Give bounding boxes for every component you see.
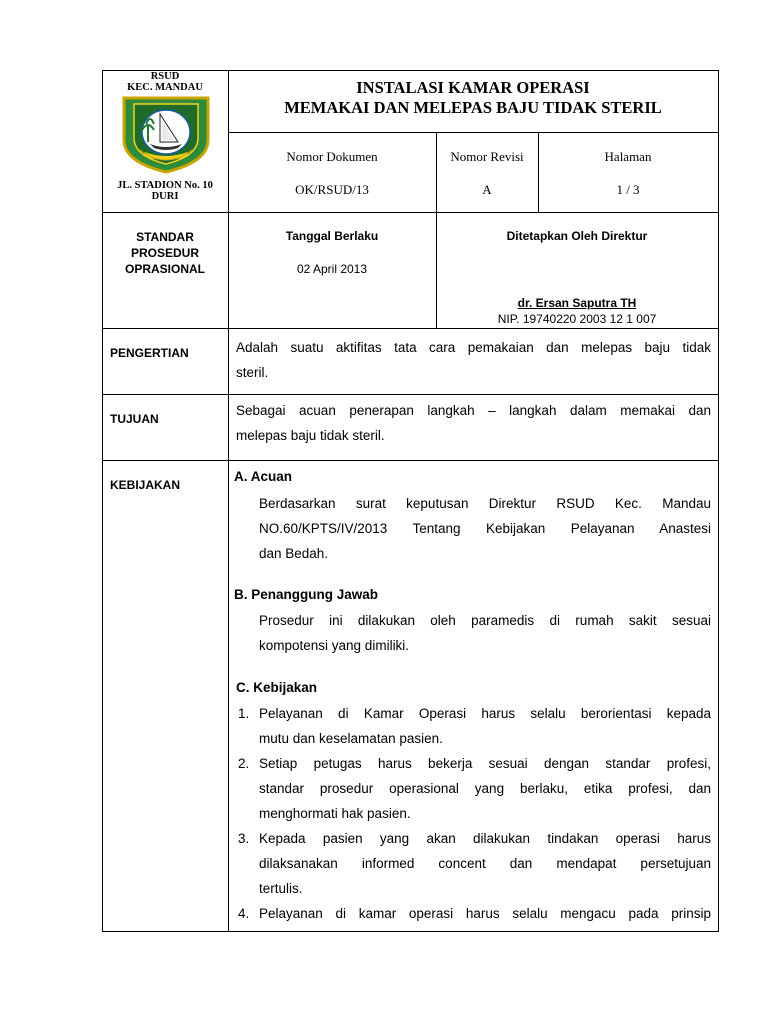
text-line: Setiap petugas harus bekerja sesuai dengan standar profesi, bbox=[259, 756, 711, 771]
row-divider bbox=[103, 212, 718, 213]
text-line: Pelayanan di Kamar Operasi harus selalu berorientasi kepada bbox=[259, 706, 711, 721]
address-line: JL. STADION No. 10 bbox=[117, 180, 213, 191]
sop-label-line: PROSEDUR bbox=[130, 246, 199, 260]
sop-label bbox=[103, 229, 227, 277]
page-label: Halaman bbox=[604, 149, 652, 164]
title-divider bbox=[228, 132, 718, 133]
column-divider bbox=[228, 71, 229, 932]
effective-date-value: 02 April 2013 bbox=[296, 262, 368, 276]
tujuan-label: TUJUAN bbox=[110, 412, 159, 426]
title-line: MEMAKAI DAN MELEPAS BAJU TIDAK STERIL bbox=[284, 98, 662, 117]
sop-label-line: OPRASIONAL bbox=[124, 262, 205, 276]
text-line: Prosedur ini dilakukan oleh paramedis di rumah sakit sesuai bbox=[259, 613, 711, 628]
director-nip: NIP. 19740220 2003 12 1 007 bbox=[497, 312, 657, 326]
text-line: tertulis. bbox=[259, 881, 303, 896]
pengertian-label: PENGERTIAN bbox=[110, 346, 189, 360]
text-line: steril. bbox=[236, 365, 269, 380]
address-line: DURI bbox=[151, 191, 179, 202]
pengertian-text bbox=[236, 335, 711, 385]
row-divider bbox=[103, 394, 718, 395]
revision-value: A bbox=[482, 182, 492, 197]
director-name: dr. Ersan Saputra TH bbox=[517, 296, 637, 310]
org-name bbox=[103, 71, 227, 93]
list-item bbox=[238, 901, 711, 926]
list-number: 3. bbox=[238, 831, 250, 846]
text-line: kompotensi yang dimiliki. bbox=[259, 638, 410, 653]
effective-date-label: Tanggal Berlaku bbox=[285, 229, 379, 243]
list-item bbox=[238, 751, 711, 826]
list-number: 2. bbox=[238, 756, 250, 771]
org-line: RSUD bbox=[150, 71, 180, 82]
section-a-text bbox=[259, 491, 711, 566]
policy-list bbox=[238, 701, 711, 926]
text-line: mutu dan keselamatan pasien. bbox=[259, 731, 443, 746]
text-line: menghormati hak pasien. bbox=[259, 806, 411, 821]
text-line: standar prosedur operasional yang berlaku, etika profesi, dan bbox=[259, 781, 711, 796]
doc-number-label: Nomor Dokumen bbox=[286, 149, 378, 164]
section-b-heading: B. Penanggung Jawab bbox=[234, 587, 379, 602]
list-number: 1. bbox=[238, 706, 250, 721]
cell-divider bbox=[538, 132, 539, 212]
text-line: melepas baju tidak steril. bbox=[236, 428, 385, 443]
row-divider bbox=[103, 328, 718, 329]
doc-number-value: OK/RSUD/13 bbox=[295, 182, 369, 197]
section-a-heading: A. Acuan bbox=[234, 469, 293, 484]
text-line: Sebagai acuan penerapan langkah – langkah dalam memakai dan bbox=[236, 403, 711, 418]
text-line: dan Bedah. bbox=[259, 546, 329, 561]
text-line: Berdasarkan surat keputusan Direktur RSUD Kec. Mandau bbox=[259, 496, 711, 511]
page-value: 1 / 3 bbox=[616, 182, 640, 197]
org-address bbox=[103, 180, 227, 202]
tujuan-text bbox=[236, 398, 711, 448]
text-line: dilaksanakan informed concent dan mendapat persetujuan bbox=[259, 856, 711, 871]
list-item bbox=[238, 701, 711, 751]
text-line: Pelayanan di kamar operasi harus selalu mengacu pada prinsip bbox=[259, 906, 711, 921]
list-item bbox=[238, 826, 711, 901]
kebijakan-label: KEBIJAKAN bbox=[110, 478, 181, 492]
title-line: INSTALASI KAMAR OPERASI bbox=[356, 78, 590, 97]
approved-by-label: Ditetapkan Oleh Direktur bbox=[506, 229, 648, 243]
hospital-regency-logo-icon bbox=[120, 96, 212, 174]
text-line: Kepada pasien yang akan dilakukan tindakan operasi harus bbox=[259, 831, 711, 846]
cell-divider bbox=[436, 132, 437, 212]
section-c-heading: C. Kebijakan bbox=[236, 680, 318, 695]
page-title bbox=[228, 78, 718, 118]
list-number: 4. bbox=[238, 906, 250, 921]
text-line: NO.60/KPTS/IV/2013 Tentang Kebijakan Pelayanan Anastesi bbox=[259, 521, 711, 536]
text-line: Adalah suatu aktifitas tata cara pemakaian dan melepas baju tidak bbox=[236, 340, 711, 355]
row-divider bbox=[103, 460, 718, 461]
sop-label-line: STANDAR bbox=[136, 230, 194, 244]
section-b-text bbox=[259, 608, 711, 658]
revision-label: Nomor Revisi bbox=[450, 149, 524, 164]
org-line: KEC. MANDAU bbox=[127, 82, 203, 93]
